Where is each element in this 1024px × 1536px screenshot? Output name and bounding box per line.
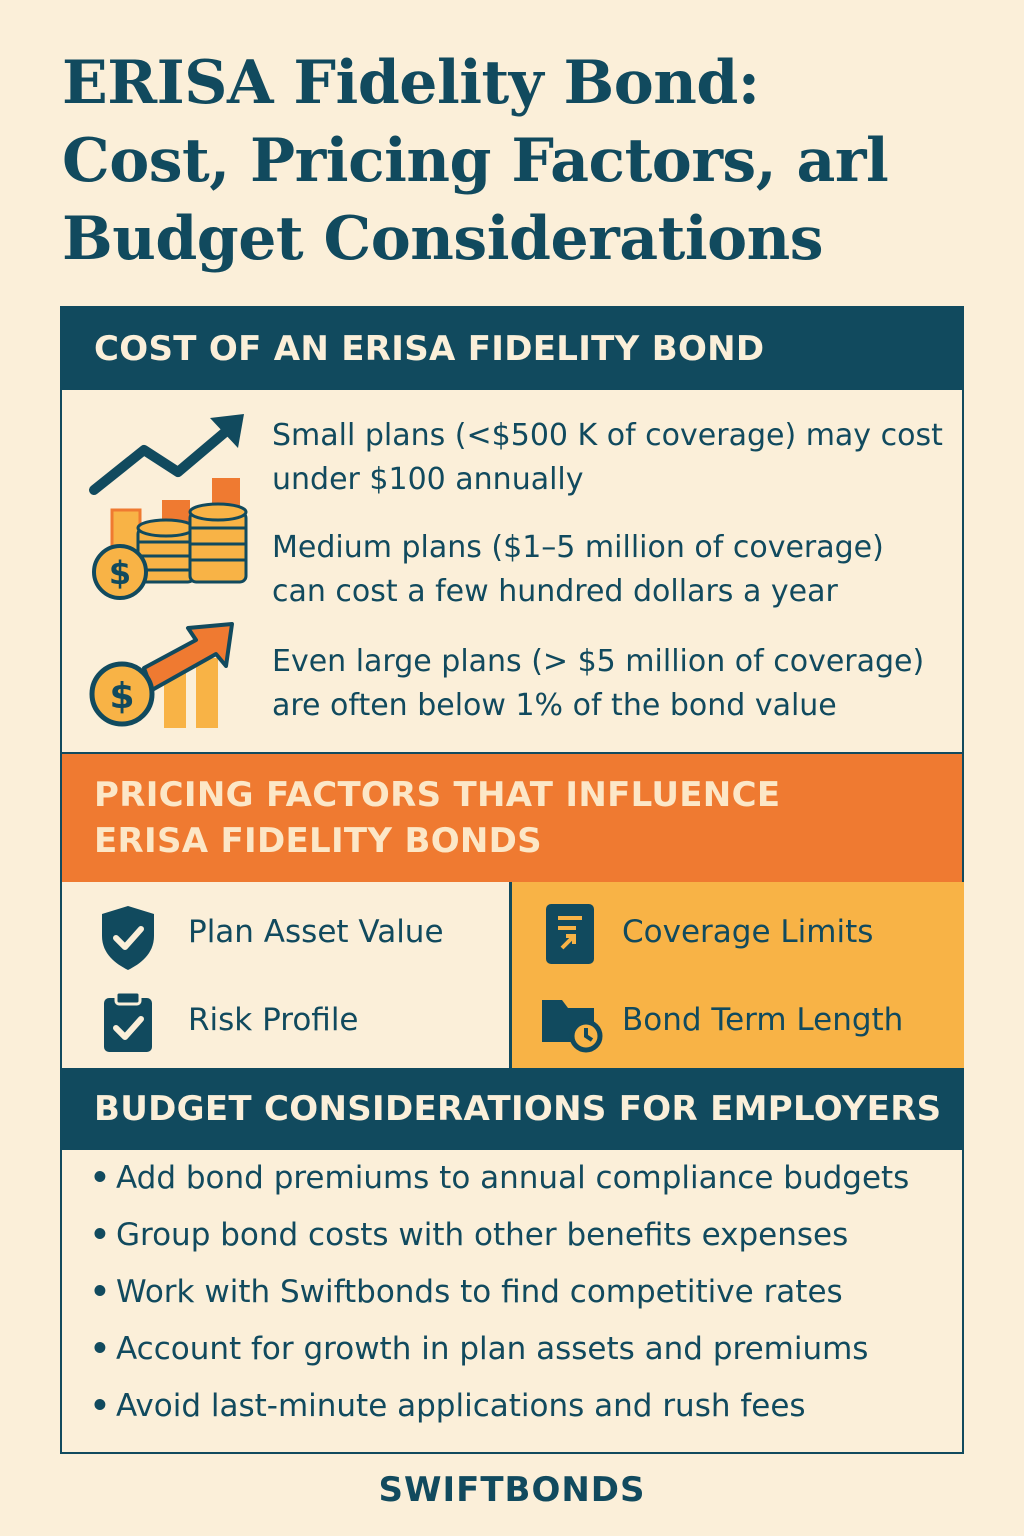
svg-text:$: $ — [108, 554, 132, 592]
document-icon — [542, 900, 598, 968]
cost-item-large-line2: are often below 1% of the bond value — [272, 688, 837, 723]
pricing-section-heading — [62, 754, 962, 882]
cost-item-medium-line2: can cost a few hundred dollars a year — [272, 574, 838, 609]
cost-section-body — [62, 390, 962, 754]
list-item: • Avoid last-minute applications and rush fees — [90, 1388, 806, 1424]
cost-item-small-line1: Small plans (<$500 K of coverage) may cost — [272, 418, 943, 453]
cost-section-heading: COST OF AN ERISA FIDELITY BOND — [62, 308, 962, 390]
page-title — [62, 44, 982, 278]
pricing-factors-right — [512, 882, 964, 1068]
budget-list — [62, 1150, 962, 1435]
cost-item-small-line2: under $100 annually — [272, 462, 584, 497]
cost-item-small — [272, 414, 952, 502]
brand-wordmark: SWIFTBONDS — [378, 1470, 646, 1510]
folder-clock-icon — [538, 990, 608, 1054]
factor-coverage-limits: Coverage Limits — [622, 914, 874, 950]
factor-risk-profile: Risk Profile — [188, 1002, 359, 1038]
list-item: • Work with Swiftbonds to find competitive rates — [90, 1274, 843, 1310]
svg-text:$: $ — [109, 676, 135, 717]
cost-item-large-line1: Even large plans (> $5 million of coverage) — [272, 644, 925, 679]
clipboard-check-icon — [100, 990, 156, 1054]
infographic-card — [60, 306, 964, 1454]
budget-section-heading: BUDGET CONSIDERATIONS FOR EMPLOYERS — [62, 1068, 962, 1150]
title-line-1: ERISA Fidelity Bond: — [62, 48, 760, 118]
cost-item-medium — [272, 526, 952, 614]
pricing-heading-line2: ERISA FIDELITY BONDS — [94, 821, 542, 861]
pricing-factors-left — [62, 882, 512, 1068]
shield-check-icon — [98, 902, 158, 972]
title-line-3: Budget Considerations — [62, 204, 824, 274]
title-line-2: Cost, Pricing Factors, arl — [62, 126, 889, 196]
cost-item-medium-line1: Medium plans ($1–5 million of coverage) — [272, 530, 884, 565]
coins-chart-icon — [82, 410, 252, 600]
list-item: • Group bond costs with other benefits expenses — [90, 1217, 849, 1253]
pricing-heading-line1: PRICING FACTORS THAT INFLUENCE — [94, 775, 781, 815]
dollar-growth-icon — [84, 618, 254, 738]
factor-plan-asset-value: Plan Asset Value — [188, 914, 444, 950]
pricing-factors-grid — [62, 882, 962, 1068]
list-item: • Add bond premiums to annual compliance budgets — [90, 1160, 910, 1196]
list-item: • Account for growth in plan assets and premiums — [90, 1331, 869, 1367]
factor-bond-term-length: Bond Term Length — [622, 1002, 904, 1038]
cost-item-large — [272, 640, 952, 728]
